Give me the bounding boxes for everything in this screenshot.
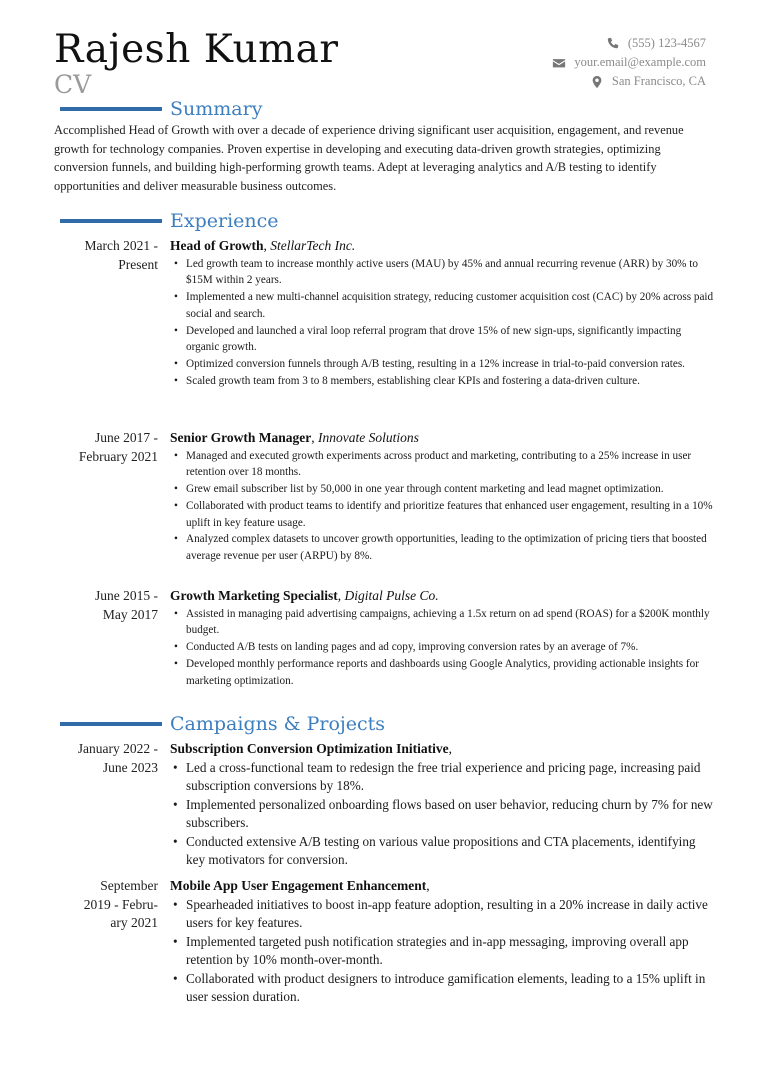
section-accent-bar <box>60 219 162 223</box>
map-pin-icon <box>590 75 604 89</box>
entry-role: Senior Growth Manager <box>170 430 312 445</box>
entry-date <box>54 740 158 777</box>
entry-date <box>54 587 158 624</box>
entry-date-line: ary 2021 <box>110 915 158 930</box>
section-accent-bar <box>60 107 162 111</box>
entry-date <box>54 237 158 274</box>
bullet-item: • Grew email subscriber list by 50,000 in one year through content marketing and lead magnet optimization. <box>170 481 714 498</box>
experience-section-title: Experience <box>170 210 279 232</box>
entry-date-end: Present <box>118 256 158 272</box>
bullet-item: • Scaled growth team from 3 to 8 members, establishing clear KPIs and fostering a data-driven culture. <box>170 373 714 390</box>
bullet-item: • Developed monthly performance reports and dashboards using Google Analytics, providing actionable insights for marketing optimization. <box>170 656 714 690</box>
bullet-item: • Assisted in managing paid advertising campaigns, achieving a 1.5x return on ad spend (ROAS) for a $200K monthly budget. <box>170 606 714 640</box>
contact-phone-row <box>552 34 706 53</box>
bullet-item: • Led a cross-functional team to redesign the free trial experience and pricing page, increasing paid subscription conversions by 18%. <box>170 759 714 796</box>
entry-body <box>170 429 714 565</box>
entry-role: Mobile App User Engagement Enhancement <box>170 878 427 893</box>
entry-body <box>170 587 714 689</box>
summary-text: Accomplished Head of Growth with over a decade of experience driving significant user acquisition, engagement, and revenue growth for technology companies. Proven expertise in developing and executing data-driven growth strategies, optimizing conversion funnels, and building high-performing growth teams. Adept at leveraging analytics and A/B testing to identify opportunities and deliver measurable business outcomes. <box>54 123 684 193</box>
contact-block <box>552 34 706 91</box>
contact-phone: (555) 123-4567 <box>627 36 706 50</box>
projects-section-header <box>60 712 385 736</box>
entry-organization: Innovate Solutions <box>318 430 419 445</box>
bullet-item: • Implemented personalized onboarding flows based on user behavior, reducing churn by 7% for new subscribers. <box>170 796 714 833</box>
bullet-item: • Spearheaded initiatives to boost in-app feature adoption, resulting in a 20% increase in daily active users for key features. <box>170 896 714 933</box>
bullet-item: • Managed and executed growth experiments across product and marketing, contributing to a 25% increase in user retention over 18 months. <box>170 448 714 482</box>
entry-date-start: June 2017 - <box>95 430 158 445</box>
entry-role: Head of Growth <box>170 238 264 253</box>
bullet-item: • Collaborated with product teams to identify and prioritize features that enhanced user engagement, resulting in a 10% uplift in key feature usage. <box>170 498 714 532</box>
entry-role: Growth Marketing Specialist <box>170 588 338 603</box>
projects-section-title: Campaigns & Projects <box>170 713 386 735</box>
bullet-item: • Analyzed complex datasets to uncover growth opportunities, leading to the optimization of pricing tiers that boosted average revenue per user (ARPU) by 8%. <box>170 531 714 565</box>
bullet-item: • Optimized conversion funnels through A/B testing, resulting in a 12% increase in trial-to-paid conversion rates. <box>170 356 714 373</box>
entry-date-end: June 2023 <box>102 759 158 775</box>
entry-date-line: September <box>100 878 158 893</box>
envelope-icon <box>552 56 566 70</box>
entry-date-start: March 2021 - <box>84 238 158 253</box>
entry-bullets <box>170 606 714 690</box>
contact-location: San Francisco, CA <box>611 74 706 88</box>
entry-body <box>170 877 714 1007</box>
entry-bullets <box>170 759 714 871</box>
entry-heading: Growth Marketing Specialist, Digital Pulse Co. <box>170 588 439 603</box>
bullet-item: • Conducted A/B tests on landing pages and ad copy, improving conversion rates by an average of 7%. <box>170 639 714 656</box>
entry-body <box>170 740 714 870</box>
bullet-item: • Implemented a new multi-channel acquisition strategy, reducing customer acquisition cost (CAC) by 20% across paid social and search. <box>170 289 714 323</box>
phone-icon <box>606 37 620 51</box>
contact-email[interactable]: your.email@example.com <box>574 55 706 69</box>
entry-bullets <box>170 448 714 566</box>
contact-location-row <box>552 72 706 91</box>
entry-bullets <box>170 896 714 1008</box>
experience-section-header <box>60 209 279 233</box>
bullet-item: • Conducted extensive A/B testing on various value propositions and CTA placements, identifying key motivators for conversion. <box>170 833 714 870</box>
entry-heading: Mobile App User Engagement Enhancement, <box>170 878 430 893</box>
entry-date-end: February 2021 <box>78 448 158 464</box>
entry-date-start: January 2022 - <box>77 741 158 756</box>
section-accent-bar <box>60 722 162 726</box>
entry-body <box>170 237 714 390</box>
entry-role: Subscription Conversion Optimization Initiative <box>170 741 449 756</box>
bullet-item: • Collaborated with product designers to introduce gamification elements, leading to a 15% uplift in user session duration. <box>170 970 714 1007</box>
entry-organization: Digital Pulse Co. <box>344 588 439 603</box>
entry-date-line: 2019 - Febru- <box>83 896 158 912</box>
entry-heading: Subscription Conversion Optimization Initiative, <box>170 741 453 756</box>
entry-bullets <box>170 256 714 390</box>
entry-organization: StellarTech Inc. <box>270 238 356 253</box>
cv-subtitle: CV <box>54 70 92 99</box>
summary-section-title: Summary <box>170 98 263 120</box>
entry-heading: Senior Growth Manager, Innovate Solutions <box>170 430 419 445</box>
entry-date <box>54 877 158 933</box>
bullet-item: • Developed and launched a viral loop referral program that drove 15% of new sign-ups, significantly impacting organic growth. <box>170 323 714 357</box>
bullet-item: • Implemented targeted push notification strategies and in-app messaging, improving overall app retention by 10% month-over-month. <box>170 933 714 970</box>
entry-date <box>54 429 158 466</box>
entry-heading: Head of Growth, StellarTech Inc. <box>170 238 356 253</box>
summary-section-header <box>60 97 262 121</box>
entry-date-start: June 2015 - <box>95 588 158 603</box>
entry-date-end: May 2017 <box>102 606 158 622</box>
bullet-item: • Led growth team to increase monthly active users (MAU) by 45% and annual recurring revenue (ARR) by 30% to $15M within 2 years. <box>170 256 714 290</box>
cv-name: Rajesh Kumar <box>54 27 339 72</box>
contact-email-row <box>552 53 706 72</box>
